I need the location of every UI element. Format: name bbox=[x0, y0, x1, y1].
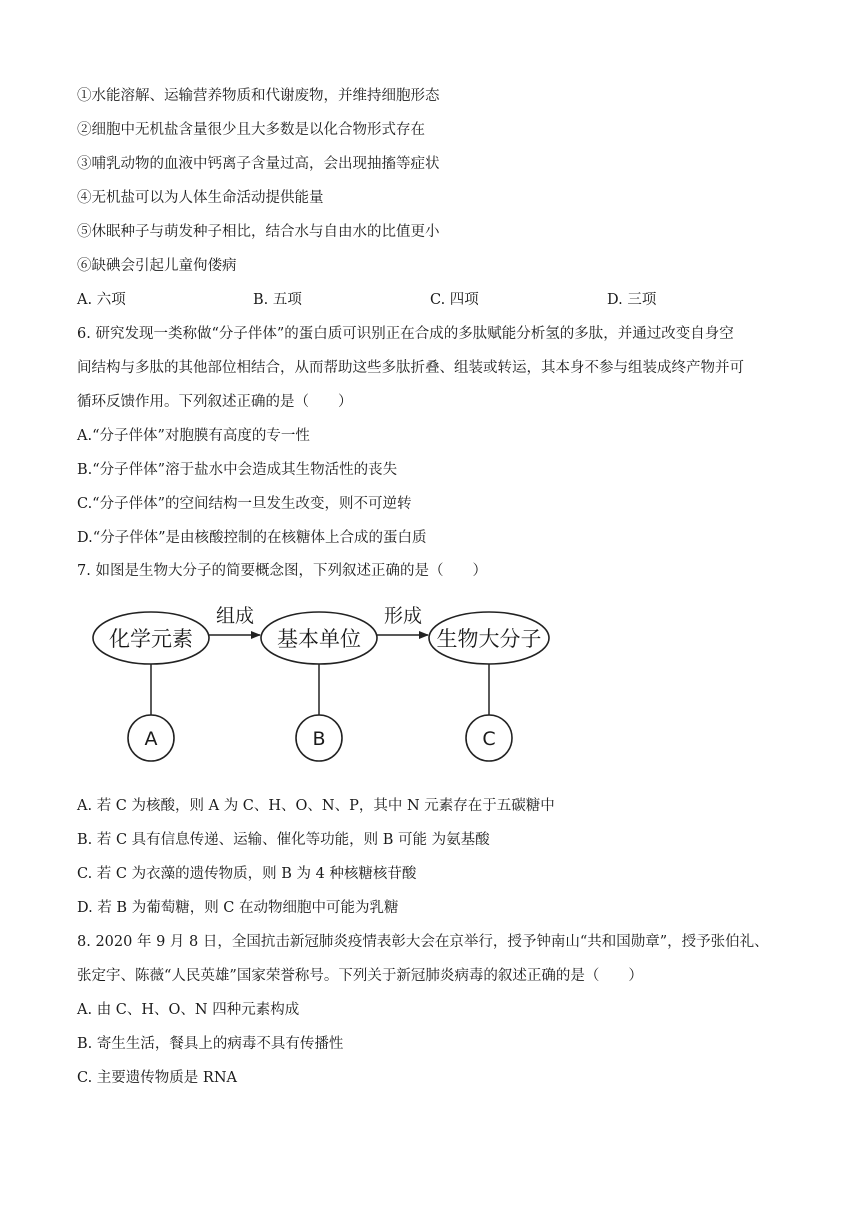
arrow-form-label: 形成 bbox=[383, 605, 423, 627]
statement-2: ②细胞中无机盐含量很少且大多数是以化合物形式存在 bbox=[77, 122, 425, 138]
node-biomacromolecule bbox=[429, 612, 549, 664]
arrow-compose bbox=[209, 605, 260, 635]
statement-1: ①水能溶解、运输营养物质和代谢废物，并维持细胞形态 bbox=[77, 88, 440, 104]
node-biomacromolecule-label: 生物大分子 bbox=[436, 627, 542, 651]
q6-option-a[interactable]: A.“分子伴体”对胞膜有高度的专一性 bbox=[77, 428, 310, 444]
q6-stem-line-1: 6. 研究发现一类称做“分子伴体”的蛋白质可识别正在合成的多肽赋能分析氢的多肽，并通过改变自身空 bbox=[77, 326, 734, 342]
q5-option-c[interactable]: C. 四项 bbox=[430, 292, 479, 308]
q8-stem-line-1: 8. 2020 年 9 月 8 日，全国抗击新冠肺炎疫情表彰大会在京举行，授予钟南山“共和国勋章”，授予张伯礼、 bbox=[77, 934, 769, 950]
q7-option-d[interactable]: D. 若 B 为葡萄糖，则 C 在动物细胞中可能为乳糖 bbox=[77, 900, 399, 916]
q6-option-b[interactable]: B.“分子伴体”溶于盐水中会造成其生物活性的丧失 bbox=[77, 462, 398, 478]
statement-4: ④无机盐可以为人体生命活动提供能量 bbox=[77, 190, 324, 206]
concept-map-diagram bbox=[85, 598, 565, 773]
statement-3: ③哺乳动物的血液中钙离子含量过高，会出现抽搐等症状 bbox=[77, 156, 440, 172]
q8-stem-line-2: 张定宇、陈薇“人民英雄”国家荣誉称号。下列关于新冠肺炎病毒的叙述正确的是（ ） bbox=[77, 968, 643, 984]
arrow-form bbox=[377, 605, 428, 635]
q7-option-c[interactable]: C. 若 C 为衣藻的遗传物质，则 B 为 4 种核糖核苷酸 bbox=[77, 866, 417, 882]
q7-option-b[interactable]: B. 若 C 具有信息传递、运输、催化等功能，则 B 可能 为氨基酸 bbox=[77, 832, 490, 848]
statement-6: ⑥缺碘会引起儿童佝偻病 bbox=[77, 258, 237, 274]
node-basic-unit bbox=[261, 612, 377, 664]
q5-option-d[interactable]: D. 三项 bbox=[607, 292, 657, 308]
leaf-b bbox=[296, 715, 342, 761]
statement-5: ⑤休眠种子与萌发种子相比，结合水与自由水的比值更小 bbox=[77, 224, 440, 240]
leaf-c bbox=[466, 715, 512, 761]
leaf-c-label: C bbox=[482, 728, 496, 750]
q8-option-b[interactable]: B. 寄生生活，餐具上的病毒不具有传播性 bbox=[77, 1036, 344, 1052]
leaf-a-label: A bbox=[144, 728, 158, 750]
q5-options bbox=[77, 290, 777, 310]
node-chemical-elements bbox=[93, 612, 209, 664]
q6-stem-line-3: 循环反馈作用。下列叙述正确的是（ ） bbox=[77, 394, 353, 410]
leaf-b-label: B bbox=[312, 728, 326, 750]
q7-option-a[interactable]: A. 若 C 为核酸，则 A 为 C、H、O、N、P，其中 N 元素存在于五碳糖中 bbox=[77, 798, 555, 814]
q8-option-a[interactable]: A. 由 C、H、O、N 四种元素构成 bbox=[77, 1002, 300, 1018]
q5-option-b[interactable]: B. 五项 bbox=[253, 292, 302, 308]
q6-option-d[interactable]: D.“分子伴体”是由核酸控制的在核糖体上合成的蛋白质 bbox=[77, 530, 427, 546]
node-basic-unit-label: 基本单位 bbox=[277, 627, 361, 651]
leaf-a bbox=[128, 715, 174, 761]
q6-option-c[interactable]: C.“分子伴体”的空间结构一旦发生改变，则不可逆转 bbox=[77, 496, 412, 512]
q5-option-a[interactable]: A. 六项 bbox=[77, 292, 126, 308]
q6-stem-line-2: 间结构与多肽的其他部位相结合，从而帮助这些多肽折叠、组装或转运，其本身不参与组装成终产物并可 bbox=[77, 360, 744, 376]
q7-stem: 7. 如图是生物大分子的简要概念图，下列叙述正确的是（ ） bbox=[77, 563, 487, 579]
node-chemical-elements-label: 化学元素 bbox=[109, 627, 193, 651]
arrow-compose-label: 组成 bbox=[215, 605, 255, 627]
q8-option-c[interactable]: C. 主要遗传物质是 RNA bbox=[77, 1070, 237, 1086]
